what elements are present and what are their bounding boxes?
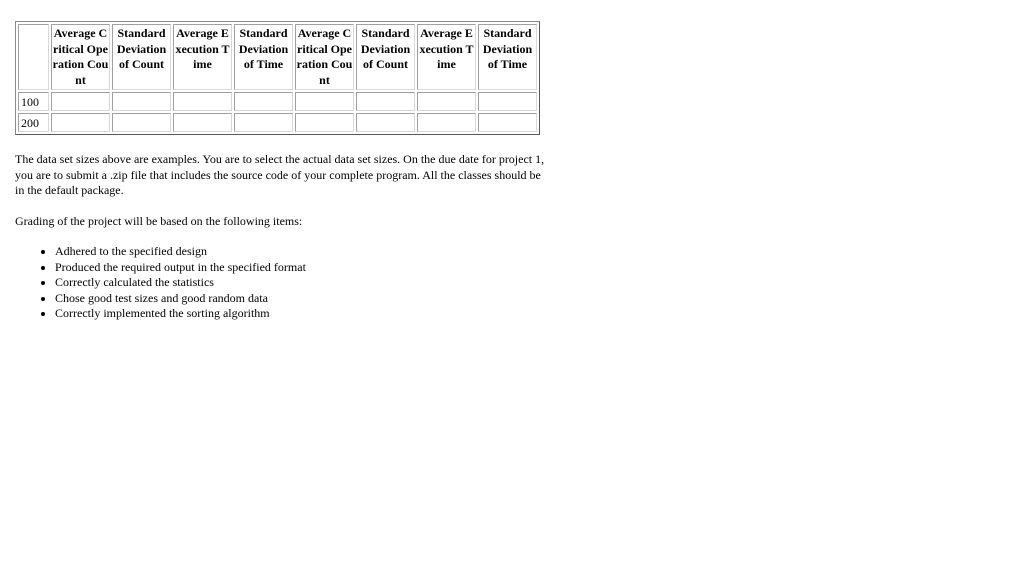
list-item: • Produced the required output in the specified format [55, 260, 545, 276]
table-cell [478, 92, 537, 111]
table-cell [112, 113, 171, 132]
table-cell [295, 113, 354, 132]
list-item: • Correctly implemented the sorting algorithm [55, 306, 545, 322]
corner-header-cell [18, 24, 49, 90]
table-cell [234, 92, 293, 111]
results-table-body [18, 92, 537, 132]
table-cell [51, 92, 110, 111]
header-row [18, 24, 537, 90]
header-avg-exec-time-1: Average Execution Time [173, 24, 232, 90]
table-cell [356, 113, 415, 132]
table-row [18, 92, 537, 111]
row-label-cell: 100 [18, 92, 49, 111]
table-cell [295, 92, 354, 111]
list-item: • Adhered to the specified design [55, 244, 545, 260]
row-label-cell: 200 [18, 113, 49, 132]
header-std-dev-count-1: Standard Deviation of Count [112, 24, 171, 90]
grading-items-list [15, 244, 545, 322]
grading-intro-paragraph: Grading of the project will be based on the following items: [15, 213, 303, 228]
table-row [18, 113, 537, 132]
header-std-dev-time-1: Standard Deviation of Time [234, 24, 293, 90]
header-avg-critical-op-count-1: Average Critical Operation Count [51, 24, 110, 90]
table-cell [478, 113, 537, 132]
submission-notes-paragraph: The data set sizes above are examples. You are to select the actual data set sizes. On the due date for project 1, you are to submit a .zip file that includes the source code of your complete program. All the classes should be in the default package. [15, 152, 545, 197]
table-cell [417, 92, 476, 111]
header-std-dev-count-2: Standard Deviation of Count [356, 24, 415, 90]
table-cell [51, 113, 110, 132]
table-cell [417, 113, 476, 132]
table-cell [112, 92, 171, 111]
header-avg-exec-time-2: Average Execution Time [417, 24, 476, 90]
header-std-dev-time-2: Standard Deviation of Time [478, 24, 537, 90]
list-item: • Chose good test sizes and good random data [55, 291, 545, 307]
results-table [15, 21, 540, 135]
table-cell [356, 92, 415, 111]
table-cell [173, 113, 232, 132]
table-cell [234, 113, 293, 132]
results-table-header [18, 24, 537, 90]
list-item: • Correctly calculated the statistics [55, 275, 545, 291]
table-cell [173, 92, 232, 111]
document-page [15, 21, 545, 322]
header-avg-critical-op-count-2: Average Critical Operation Count [295, 24, 354, 90]
